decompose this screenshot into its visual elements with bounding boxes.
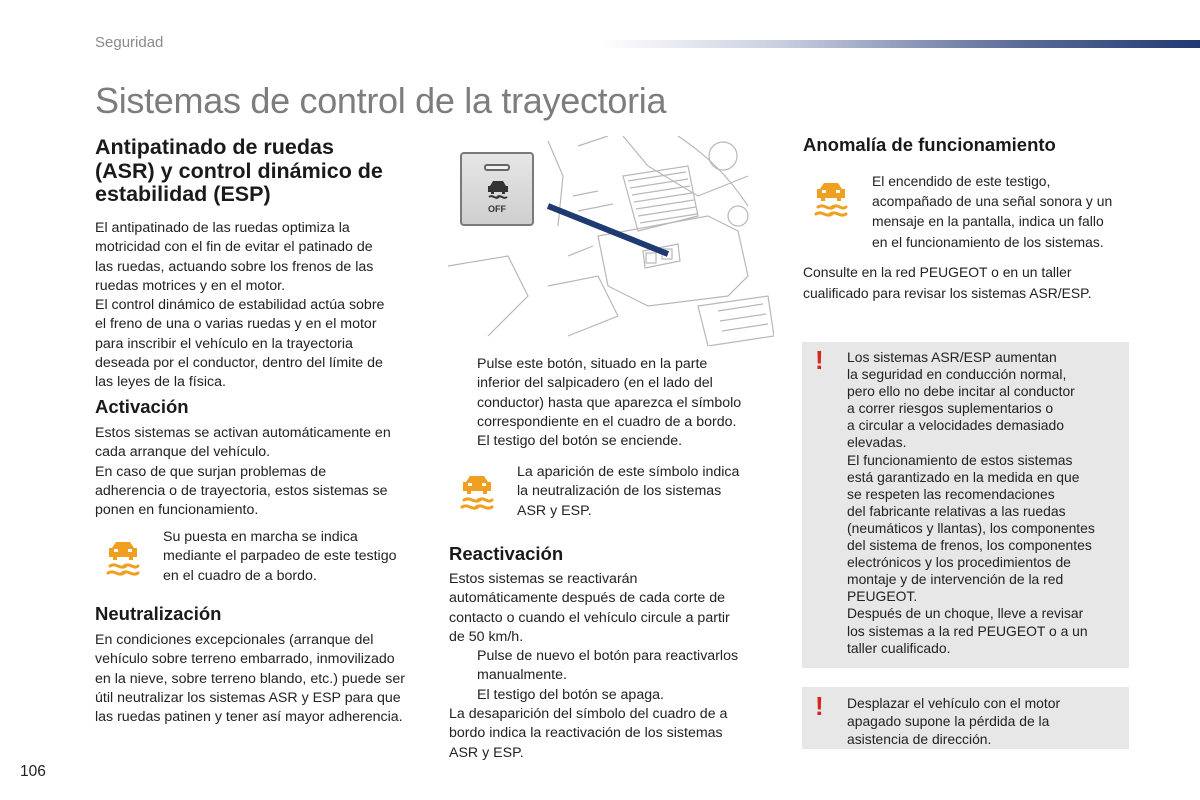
text-line: El testigo del botón se enciende. [477,433,683,450]
text-line: en la nieve, sobre terreno blando, etc.) puede ser [95,670,405,687]
text-line: asistencia de dirección. [847,731,992,748]
text-line: bordo indica la reactivación de los sistemas [449,725,723,742]
text-line: PEUGEOT. [847,588,918,605]
consult-paragraph [803,262,1153,304]
text-line: El encendido de este testigo, [872,173,1051,189]
text-line: montaje y de intervención de la red [847,571,1064,588]
text-line: del fabricante relativas a las ruedas [847,502,1066,519]
esp-off-button [460,152,534,226]
text-line: ASR y ESP. [449,744,524,761]
text-line: Estos sistemas se reactivarán [449,571,638,587]
text-line: la neutralización de los sistemas [517,483,722,500]
text-line: El funcionamiento de estos sistemas [847,451,1073,468]
anomaly-icon-paragraph [872,171,1162,252]
text-line: cualificado para revisar los sistemas ASR/ESP. [803,284,1092,301]
text-line: el freno de una o varias ruedas y en el motor [95,316,377,333]
main-heading-line: Antipatinado de ruedas [95,135,334,159]
reactivation-paragraph [449,570,779,763]
page-title: Sistemas de control de la trayectoria [95,80,667,121]
warning-exclamation-icon: ! [815,345,824,375]
text-line: útil neutralizar los sistemas ASR y ESP para que [95,689,401,706]
text-line: elevadas. [847,434,907,451]
text-line: Después de un choque, lleve a revisar [847,605,1084,622]
text-line: Consulte en la red PEUGEOT o en un taller [803,264,1072,280]
text-line: del sistema de frenos, los componentes [847,537,1092,554]
text-line: ASR y ESP. [517,502,592,519]
text-line: está garantizado en la medida en que [847,468,1080,485]
text-line: conductor) hasta que aparezca el símbolo [477,394,742,411]
text-line: Pulse este botón, situado en la parte [477,356,708,372]
text-line: automáticamente después de cada corte de [449,590,726,607]
text-line: mensaje en la pantalla, indica un fallo [872,213,1104,230]
warning-box-steering-text [847,694,1127,749]
text-line: adherencia o de trayectoria, estos sistemas se [95,482,388,499]
bullet-item [449,355,779,451]
button-indicator [484,164,510,171]
text-line: se respeten las recomendaciones [847,485,1055,502]
text-line: a correr riesgos suplementarios o [847,400,1054,417]
main-heading-line: estabilidad (ESP) [95,182,271,206]
text-line: correspondiente en el cuadro de a bordo. [477,413,737,430]
text-line: para inscribir el vehículo en la trayectoria [95,335,353,352]
esp-skid-car-icon [104,540,142,582]
text-line: Su puesta en marcha se indica [163,529,358,545]
anomaly-heading: Anomalía de funcionamiento [803,134,1056,155]
text-line: En caso de que surjan problemas de [95,463,327,480]
text-line: la seguridad en conducción normal, [847,366,1067,383]
esp-skid-car-icon [812,181,850,223]
bullet-item [449,647,779,705]
header-bar [600,40,1200,48]
text-line: Los sistemas ASR/ESP aumentan [847,349,1057,365]
warning-exclamation-icon: ! [815,691,824,721]
text-line: motricidad con el fin de evitar el patinado de [95,239,373,256]
text-line: ruedas motrices y en el motor. [95,277,286,294]
text-line: las leyes de la física. [95,374,226,391]
text-line: taller cualificado. [847,639,951,656]
esp-skid-car-icon [458,474,496,516]
text-line: en el cuadro de a bordo. [163,567,317,584]
text-line: El testigo del botón se apaga. [477,686,664,703]
activation-icon-text [163,528,433,586]
activation-paragraph [95,424,435,520]
neutralization-paragraph [95,631,440,727]
text-line: electrónicos y los procedimientos de [847,554,1071,571]
text-line: contacto o cuando el vehículo circule a partir [449,609,730,626]
section-label: Seguridad [95,34,164,51]
reactivation-heading: Reactivación [449,543,564,564]
neutralization-heading: Neutralización [95,603,222,624]
text-line: inferior del salpicadero (en el lado del [477,375,713,392]
text-line: cada arranque del vehículo. [95,444,271,461]
text-line: La aparición de este símbolo indica [517,464,740,480]
text-line: vehículo sobre terreno embarrado, inmovilizado [95,651,395,668]
text-line: de 50 km/h. [449,628,524,645]
text-line: acompañado de una señal sonora y un [872,193,1113,210]
text-line: los sistemas a la red PEUGEOT o a un [847,622,1088,639]
text-line: a circular a velocidades demasiado [847,417,1064,434]
text-line: manualmente. [477,667,567,684]
text-line: en el funcionamiento de los sistemas. [872,233,1104,250]
symbol-paragraph [517,463,777,521]
text-line: apagado supone la pérdida de la [847,713,1050,730]
main-heading [95,136,435,207]
text-line: Pulse de nuevo el botón para reactivarlos [477,648,739,665]
page-number: 106 [20,763,46,780]
text-line: las ruedas, actuando sobre los frenos de las [95,258,374,275]
text-line: El control dinámico de estabilidad actúa sobre [95,297,385,314]
esp-off-label: OFF [488,204,506,214]
text-line: La desaparición del símbolo del cuadro de a [449,706,728,723]
press-button-paragraph [449,355,779,451]
text-line: mediante el parpadeo de este testigo [163,548,397,565]
text-line: las ruedas patinen y tener así mayor adherencia. [95,709,403,726]
text-line: En condiciones excepcionales (arranque del [95,632,374,648]
text-line: Desplazar el vehículo con el motor [847,695,1061,711]
text-line: deseada por el conductor, dentro del límite de [95,355,383,372]
text-line: Estos sistemas se activan automáticamente en [95,425,391,441]
text-line: pero ello no debe incitar al conductor [847,383,1075,400]
warning-box-safety-text [847,349,1127,657]
text-line: ponen en funcionamiento. [95,502,259,519]
main-heading-line: (ASR) y control dinámico de [95,158,383,183]
activation-heading: Activación [95,396,189,417]
intro-paragraph [95,219,435,393]
text-line: El antipatinado de las ruedas optimiza la [95,220,350,236]
text-line: (neumáticos y llantas), los componentes [847,519,1095,536]
